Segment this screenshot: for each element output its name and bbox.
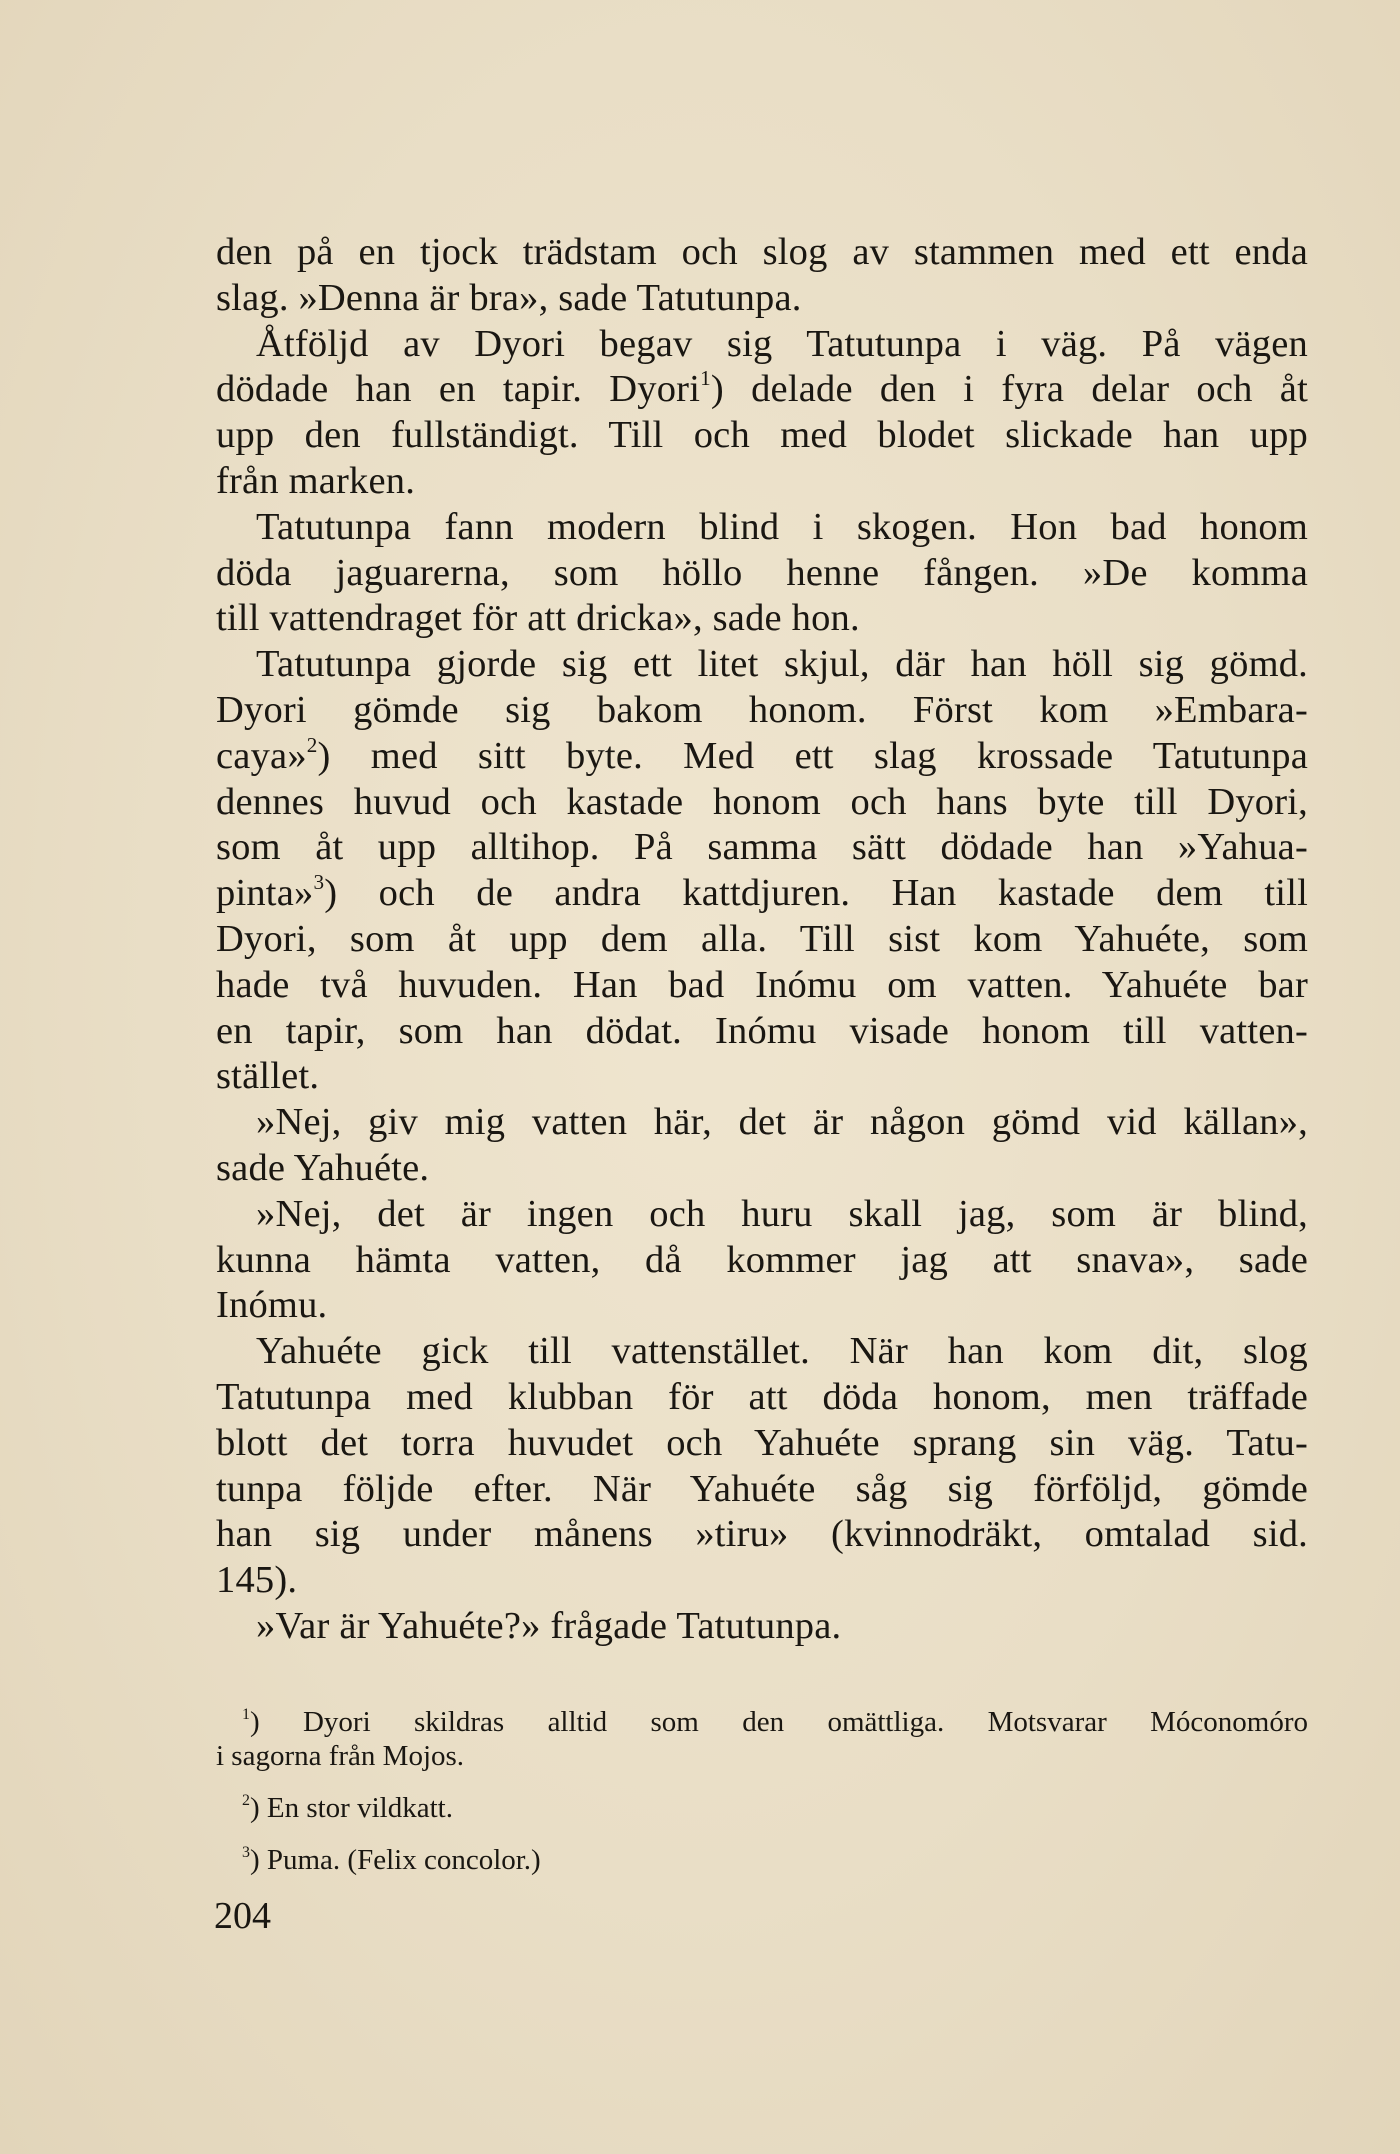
text-line: den på en tjock trädstam och slog av stammen med ett enda — [216, 231, 1308, 273]
footnote-mark: 2 — [242, 1792, 250, 1810]
text-line: tunpa följde efter. När Yahuéte såg sig förföljd, gömde — [216, 1467, 1308, 1510]
text-line — [216, 367, 1308, 413]
footnote-continuation: i sagorna från Mojos. — [216, 1740, 465, 1772]
footnote — [216, 1843, 1308, 1877]
footnote-ref: 2 — [306, 732, 318, 757]
footnote-spacer — [216, 1773, 1308, 1791]
paragraph-start-line: Åtföljd av Dyori begav sig Tatutunpa i väg. På vägen — [256, 322, 1308, 365]
text-segment: dödade han en tapir. Dyori — [216, 368, 701, 411]
text-line: Inómu. — [216, 1284, 328, 1327]
footnote — [216, 1705, 1308, 1739]
text-line: kunna hämta vatten, då kommer jag att snava», sade — [216, 1238, 1308, 1281]
body-text — [216, 230, 1308, 1650]
text-line: som åt upp alltihop. På samma sätt dödade han »Yahua- — [216, 826, 1308, 869]
footnote-text: ) Dyori skildras alltid som den omättliga. Motsvarar Móconomóro — [249, 1706, 1308, 1738]
text-line: dennes huvud och kastade honom och hans byte till Dyori, — [216, 780, 1308, 823]
text-segment: pinta» — [216, 872, 314, 915]
text-line: till vattendraget för att dricka», sade hon. — [216, 597, 860, 640]
paragraph-start-line: Tatutunpa fann modern blind i skogen. Hon bad honom — [256, 505, 1308, 548]
text-line: Dyori, som åt upp dem alla. Till sist kom Yahuéte, som — [216, 917, 1308, 960]
text-line: döda jaguarerna, som höllo henne fången. »De komma — [216, 551, 1308, 594]
text-line: en tapir, som han dödat. Inómu visade honom till vatten- — [216, 1009, 1308, 1052]
text-line: hade två huvuden. Han bad Inómu om vatten. Yahuéte bar — [216, 963, 1308, 1006]
footnote — [216, 1791, 1308, 1825]
text-line: sade Yahuéte. — [216, 1146, 430, 1189]
paragraph-start-line: Yahuéte gick till vattenstället. När han kom dit, slog — [256, 1330, 1308, 1373]
text-line: 145). — [216, 1559, 298, 1602]
text-line — [216, 734, 1308, 780]
text-line: stället. — [216, 1055, 320, 1098]
text-segment: ) delade den i fyra delar och åt — [710, 368, 1308, 411]
footnote-ref: 3 — [313, 870, 325, 895]
footnote-mark: 1 — [242, 1706, 250, 1724]
footnote-text: ) En stor vildkatt. — [249, 1792, 453, 1824]
page-number: 204 — [214, 1895, 271, 1937]
text-segment: ) med sitt byte. Med ett slag krossade Tatutunpa — [317, 734, 1308, 777]
text-line: Tatutunpa med klubban för att döda honom, men träffade — [216, 1375, 1308, 1418]
text-line: blott det torra huvudet och Yahuéte sprang sin väg. Tatu- — [216, 1421, 1308, 1464]
paragraph-start-line: Tatutunpa gjorde sig ett litet skjul, där han höll sig gömd. — [256, 643, 1308, 686]
text-line: från marken. — [216, 459, 416, 502]
footnotes — [216, 1705, 1308, 1877]
text-line — [216, 871, 1308, 917]
text-segment: caya» — [216, 734, 307, 777]
footnote-spacer — [216, 1825, 1308, 1843]
text-line: upp den fullständigt. Till och med blodet slickade han upp — [216, 414, 1308, 457]
text-line: slag. »Denna är bra», sade Tatutunpa. — [216, 276, 802, 319]
paragraph-start-line: »Nej, det är ingen och huru skall jag, som är blind, — [256, 1192, 1308, 1235]
footnote-mark: 3 — [242, 1844, 250, 1862]
footnote-text: ) Puma. (Felix concolor.) — [249, 1844, 541, 1876]
text-segment: ) och de andra kattdjuren. Han kastade dem till — [324, 872, 1308, 915]
text-line: Dyori gömde sig bakom honom. Först kom »Embara- — [216, 688, 1308, 731]
footnote-ref: 1 — [700, 366, 711, 391]
paragraph-start-line: »Var är Yahuéte?» frågade Tatutunpa. — [256, 1604, 842, 1647]
paragraph-start-line: »Nej, giv mig vatten här, det är någon gömd vid källan», — [256, 1101, 1308, 1144]
text-line: han sig under månens »tiru» (kvinnodräkt, omtalad sid. — [216, 1513, 1308, 1556]
